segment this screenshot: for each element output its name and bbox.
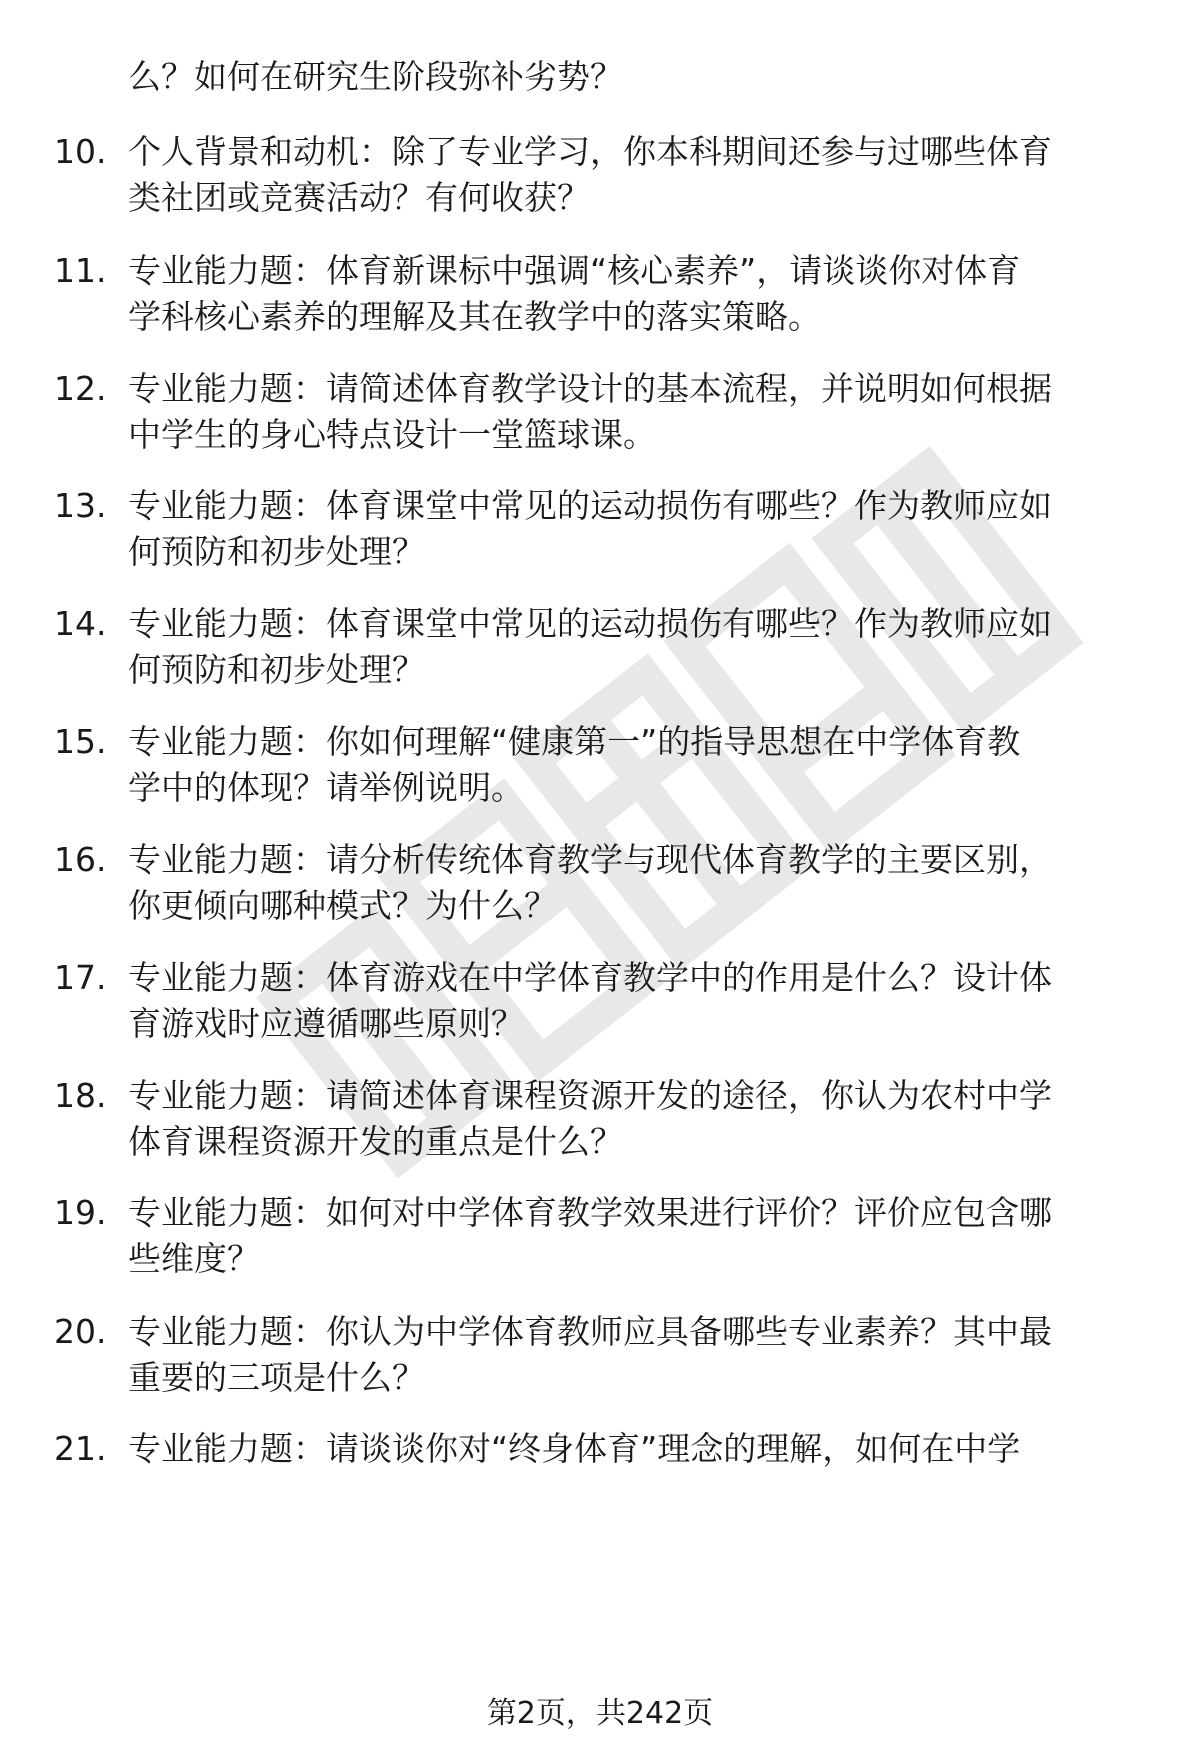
item-number: 13. bbox=[54, 486, 107, 525]
item-line: 专业能力题：如何对中学体育教学效果进行评价？评价应包含哪 bbox=[128, 1193, 1052, 1232]
item-line: 体育课程资源开发的重点是什么？ bbox=[128, 1122, 623, 1161]
item-text bbox=[128, 1190, 1138, 1282]
item-line: 学中的体现？请举例说明。 bbox=[128, 768, 524, 807]
item-number: 21. bbox=[54, 1429, 107, 1468]
item-text bbox=[128, 366, 1138, 458]
item-text bbox=[128, 248, 1138, 340]
item-line: 些维度？ bbox=[128, 1239, 260, 1278]
item-line: 专业能力题：请简述体育课程资源开发的途径，你认为农村中学 bbox=[128, 1076, 1052, 1115]
item-line: 育游戏时应遵循哪些原则？ bbox=[128, 1004, 524, 1043]
item-number: 15. bbox=[54, 722, 107, 761]
item-number: 18. bbox=[54, 1076, 107, 1115]
item-line: 何预防和初步处理？ bbox=[128, 650, 425, 689]
item-line: 学科核心素养的理解及其在教学中的落实策略。 bbox=[128, 297, 821, 336]
item-line: 专业能力题：请谈谈你对“终身体育”理念的理解，如何在中学 bbox=[128, 1429, 1021, 1468]
item-number: 11. bbox=[54, 251, 107, 290]
item-line: 重要的三项是什么？ bbox=[128, 1358, 425, 1397]
item-line: 个人背景和动机：除了专业学习，你本科期间还参与过哪些体育 bbox=[128, 132, 1052, 171]
item-line: 专业能力题：你如何理解“健康第一”的指导思想在中学体育教 bbox=[128, 722, 1021, 761]
item-text bbox=[128, 1073, 1138, 1165]
item-number: 16. bbox=[54, 840, 107, 879]
item-line: 么？如何在研究生阶段弥补劣势？ bbox=[128, 57, 623, 96]
item-text bbox=[128, 719, 1138, 811]
item-text bbox=[128, 1309, 1138, 1401]
item-line: 何预防和初步处理？ bbox=[128, 532, 425, 571]
item-line: 专业能力题：请分析传统体育教学与现代体育教学的主要区别， bbox=[128, 840, 1052, 879]
item-number: 20. bbox=[54, 1312, 107, 1351]
page-footer: 第2页，共242页 bbox=[486, 1696, 714, 1731]
item-line: 专业能力题：体育课堂中常见的运动损伤有哪些？作为教师应如 bbox=[128, 486, 1052, 525]
item-number: 12. bbox=[54, 369, 107, 408]
item-number: 14. bbox=[54, 604, 107, 643]
item-text bbox=[128, 601, 1138, 693]
item-line: 专业能力题：请简述体育教学设计的基本流程，并说明如何根据 bbox=[128, 369, 1052, 408]
item-text bbox=[128, 129, 1138, 221]
item-line: 中学生的身心特点设计一堂篮球课。 bbox=[128, 415, 656, 454]
item-text bbox=[128, 955, 1138, 1047]
item-line: 专业能力题：体育游戏在中学体育教学中的作用是什么？设计体 bbox=[128, 958, 1052, 997]
item-line: 专业能力题：你认为中学体育教师应具备哪些专业素养？其中最 bbox=[128, 1312, 1052, 1351]
item-number: 19. bbox=[54, 1193, 107, 1232]
item-number: 17. bbox=[54, 958, 107, 997]
item-line: 你更倾向哪种模式？为什么？ bbox=[128, 886, 557, 925]
item-text bbox=[128, 54, 1138, 100]
item-line: 专业能力题：体育新课标中强调“核心素养”，请谈谈你对体育 bbox=[128, 251, 1021, 290]
item-text bbox=[128, 483, 1138, 575]
item-line: 专业能力题：体育课堂中常见的运动损伤有哪些？作为教师应如 bbox=[128, 604, 1052, 643]
item-text bbox=[128, 1426, 1138, 1472]
item-text bbox=[128, 837, 1138, 929]
item-line: 类社团或竞赛活动？有何收获？ bbox=[128, 178, 590, 217]
item-number: 10. bbox=[54, 132, 107, 171]
